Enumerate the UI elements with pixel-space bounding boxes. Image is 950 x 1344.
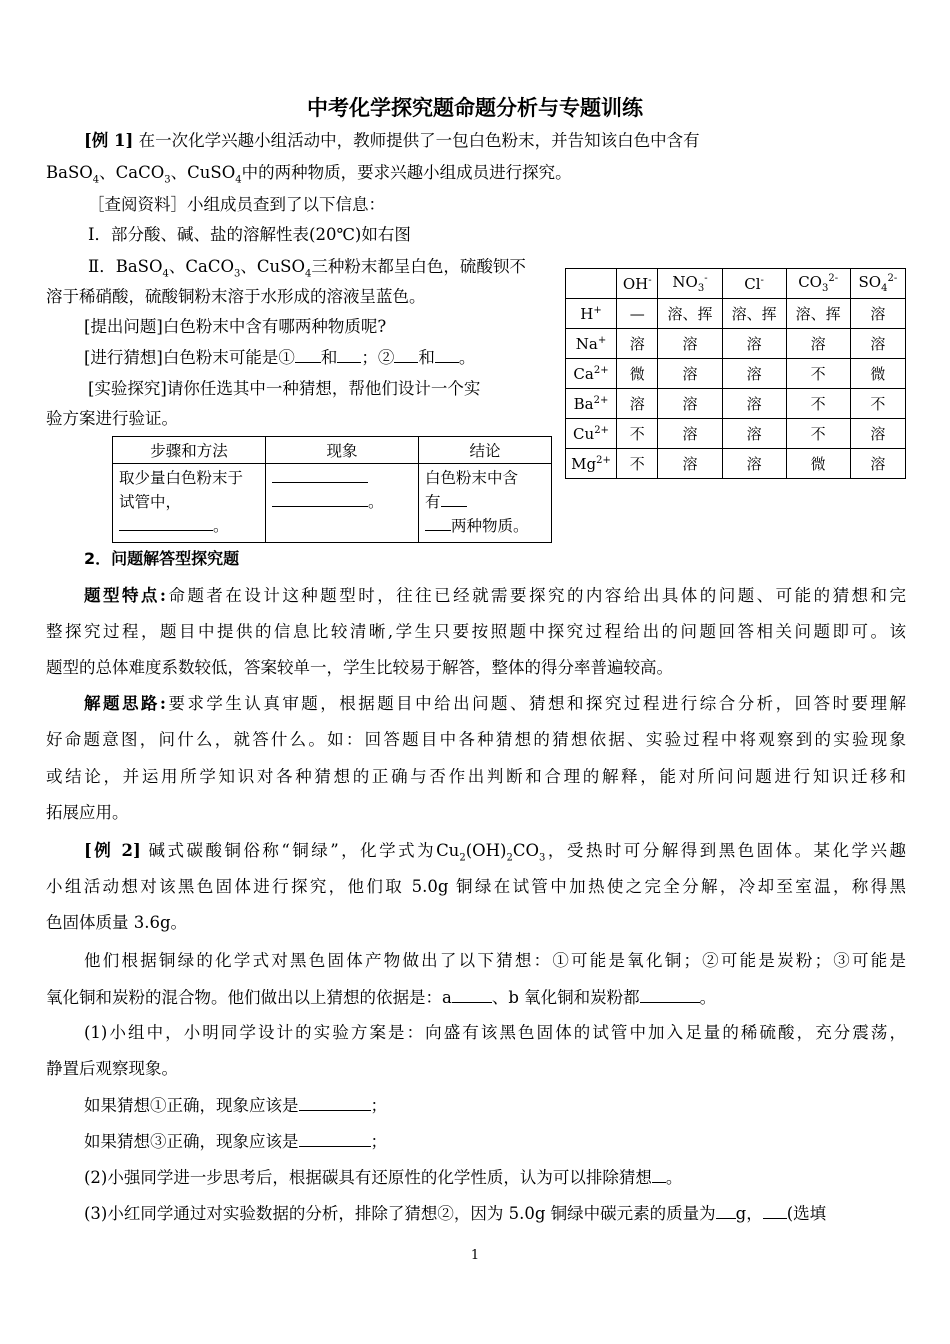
page-title: 中考化学探究题命题分析与专题训练 [307,96,643,120]
guess-basis-a: 氧化铜和炭粉的混合物。他们做出以上猜想的依据是：a [46,988,452,1007]
guess-label: [进行猜想]白色粉末可能是① [84,348,295,367]
conclusion-line-c [425,514,545,538]
ion-mg: $Mg^{2+}$ [566,449,617,479]
ion-na: Na+ [566,329,617,359]
table-row [566,359,906,389]
example1-info2: Ⅱ．BaSO$_4$、CaCO$_3$、CuSO$_4$三种粉末都呈白色，硫酸钡不 [88,257,526,280]
cell: 溶 [722,419,786,449]
conclusion-text-a: 白色粉末中含 [425,469,519,487]
header-conclusion: 结论 [419,437,552,464]
cell: 溶、挥 [786,299,850,329]
approach-line1 [84,693,906,715]
header-cl: Cl- [722,269,786,299]
cell: 溶 [658,389,722,419]
cell: 不 [786,389,850,419]
step-blank[interactable] [119,514,213,531]
q1-guess1-text: 如果猜想①正确，现象应该是 [84,1096,299,1115]
step-text-a: 取少量白色粉末于 [119,469,244,487]
features-label: 题型特点: [84,586,166,605]
example1-experiment: [实验探究]请你任选其中一种猜想，帮他们设计一个实 [88,379,481,398]
cell: 不 [786,359,850,389]
example1-experiment-cont: 验方案进行验证。 [46,409,178,428]
phenomenon-blank-2[interactable] [272,490,368,507]
q1-guess3-blank[interactable] [299,1130,371,1147]
guess2-a-blank[interactable] [394,346,418,363]
cell: 溶、挥 [658,299,722,329]
cell: 溶 [617,389,658,419]
cell: 微 [850,359,905,389]
phenomenon-blank-line-2 [272,490,412,514]
table-row [566,329,906,359]
guess1-a-blank[interactable] [295,346,321,363]
example1-text1: 在一次化学兴趣小组活动中，教师提供了一包白色粉末，并告知该白色中含有 [138,131,700,150]
guess1-b-blank[interactable] [337,346,361,363]
table-row [566,389,906,419]
header-steps: 步骤和方法 [113,437,266,464]
example2-text-a: 碱式碳酸铜俗称“铜绿”，化学式为 [148,841,437,860]
cell: 微 [617,359,658,389]
q3-text-a: (3)小红同学通过对实验数据的分析，排除了猜想②，因为 5.0g 铜绿中碳元素的质量为 [84,1204,716,1223]
example1-line1 [84,130,700,152]
q3-text-b: g， [735,1204,763,1223]
approach-line2: 好命题意图，问什么，就答什么。如：回答题目中各种猜想的猜想依据、实验过程中将观察到的实验现象 [46,730,906,749]
basis-b-blank[interactable] [640,986,700,1003]
q1-guess1 [84,1094,387,1117]
example1-info2-cont: 溶于稀硝酸，硫酸铜粉末溶于水形成的溶液呈蓝色。 [46,287,426,306]
example1-text2: 中的两种物质，要求兴趣小组成员进行探究。 [241,163,572,182]
cell: 溶 [617,329,658,359]
q1-guess3-text: 如果猜想③正确，现象应该是 [84,1132,299,1151]
approach-text-1: 要求学生认真审题，根据题目中给出问题、猜想和探究过程进行综合分析，回答时要理解 [166,694,907,713]
phenomenon-cell [266,464,419,543]
conclusion-cell [419,464,552,543]
q1-guess3 [84,1130,387,1153]
approach-label: 解题思路: [84,694,166,713]
cell: 溶 [722,359,786,389]
example1-question: [提出问题]白色粉末中含有哪两种物质呢? [84,317,387,336]
header-co3: $CO_3^{2-}$ [786,269,850,299]
features-line3: 题型的总体难度系数较低，答案较单一，学生比较易于解答，整体的得分率普遍较高。 [46,658,673,677]
cell: 溶 [722,449,786,479]
q2-blank[interactable] [652,1166,666,1183]
header-oh: OH- [617,269,658,299]
guess-basis-b: 、b 氧化铜和炭粉都 [491,988,640,1007]
guess-end: 。 [458,348,476,367]
q3-blank-2[interactable] [763,1202,787,1219]
header-phenomenon: 现象 [266,437,419,464]
example1-label: [例 1] [84,131,134,150]
features-line1 [84,585,906,607]
table-row [566,449,906,479]
example2-line1: [例 2] 碱式碳酸铜俗称“铜绿”，化学式为$Cu_2(OH)_2CO_3$，受热时可分解得到黑色固体。某化学兴趣 [84,841,907,864]
conclusion-line-b [425,490,545,514]
phenomenon-end: 。 [368,493,384,511]
step-end: 。 [213,517,229,535]
basis-a-blank[interactable] [452,986,492,1003]
example1-info1: Ⅰ．部分酸、碱、盐的溶解性表(20℃)如右图 [88,225,411,244]
phenomenon-blank-1[interactable] [272,466,368,483]
features-text-1: 命题者在设计这种题型时，往往已经就需要探究的内容给出具体的问题、可能的猜想和完 [166,586,907,605]
cell: 溶 [658,329,722,359]
steps-cell [113,464,266,543]
cell: — [617,299,658,329]
q1-guess1-blank[interactable] [299,1094,371,1111]
table-row [566,419,906,449]
q3-text-c: (选填 [786,1204,827,1223]
conclusion-text-c: 两种物质。 [451,517,529,535]
header-so4: $SO_4^{2-}$ [850,269,905,299]
features-line2: 整探究过程，题目中提供的信息比较清晰,学生只要按照题中探究过程给出的问题回答相关问题即可。该 [46,622,906,641]
cell: 不 [786,419,850,449]
example1-lookup: ［查阅资料］小组成员查到了以下信息： [88,195,385,214]
page-number: 1 [470,1248,480,1263]
q3-line [84,1202,826,1225]
ion-cu: $Cu^{2+}$ [566,419,617,449]
cell: 溶、挥 [722,299,786,329]
approach-line3: 或结论，并运用所学知识对各种猜想的正确与否作出判断和合理的解释，能对所问问题进行知识迁移和 [46,767,906,786]
step-text-b: 试管中， [119,493,182,511]
example1-info2-text: 三种粉末都呈白色，硫酸钡不 [311,257,526,276]
cell: 溶 [850,419,905,449]
q1-guess1-end: ； [370,1096,387,1115]
cell: 不 [850,389,905,419]
section2-heading: 2．问题解答型探究题 [84,549,240,568]
cell: 溶 [850,329,905,359]
q1-line1: (1)小组中，小明同学设计的实验方案是：向盛有该黑色固体的试管中加入足量的稀硫酸，充分震荡， [84,1023,906,1042]
cell: 溶 [850,449,905,479]
ion-ba: $Ba^{2+}$ [566,389,617,419]
experiment-row [113,464,552,543]
header-empty [566,269,617,299]
q3-blank-1[interactable] [716,1202,736,1219]
cell: 溶 [722,329,786,359]
guess-and-1: 和 [320,348,338,367]
ion-h: H+ [566,299,617,329]
example2-line3: 色固体质量 3.6g。 [46,913,188,932]
header-no3: $NO_3^-$ [658,269,722,299]
cell: 溶 [658,449,722,479]
cell: 微 [786,449,850,479]
cell: 不 [617,419,658,449]
ion-ca: $Ca^{2+}$ [566,359,617,389]
experiment-table [112,436,552,543]
example1-guess [84,346,475,369]
conclusion-text-b: 有 [425,493,441,511]
conclusion-blank-2[interactable] [425,514,451,531]
guess-sep: ；② [361,348,395,367]
phenomenon-blank-line-1 [272,466,412,490]
solubility-header-row [566,269,906,299]
cell: 溶 [786,329,850,359]
solubility-table [565,268,906,479]
q1-guess3-end: ； [370,1132,387,1151]
example1-line2: BaSO$_4$、CaCO$_3$、CuSO$_4$中的两种物质，要求兴趣小组成员进行探究。 [46,163,572,186]
example2-label: [例 2] [84,841,141,860]
q2-end: 。 [665,1168,683,1187]
example2-line2: 小组活动想对该黑色固体进行探究，他们取 5.0g 铜绿在试管中加热使之完全分解，冷却至室温，称得黑 [46,877,906,896]
cell: 不 [617,449,658,479]
cell: 溶 [850,299,905,329]
example2-guess-line1: 他们根据铜绿的化学式对黑色固体产物做出了以下猜想：①可能是氧化铜；②可能是炭粉；③可能是 [84,951,906,970]
example2-guess-line2 [46,986,716,1009]
cell: 溶 [722,389,786,419]
table-row [566,299,906,329]
q2-line [84,1166,682,1189]
example2-text-b: ，受热时可分解得到黑色固体。某化学兴趣 [545,841,907,860]
experiment-header-row [113,437,552,464]
step-blank-line [119,514,259,538]
guess2-b-blank[interactable] [435,346,459,363]
q1-line2: 静置后观察现象。 [46,1059,178,1078]
approach-line4: 拓展应用。 [46,803,129,822]
guess-basis-end: 。 [699,988,717,1007]
cell: 溶 [658,359,722,389]
cell: 溶 [658,419,722,449]
conclusion-blank-1[interactable] [441,490,467,507]
q2-text: (2)小强同学进一步思考后，根据碳具有还原性的化学性质，认为可以排除猜想 [84,1168,652,1187]
guess-and-2: 和 [418,348,435,367]
